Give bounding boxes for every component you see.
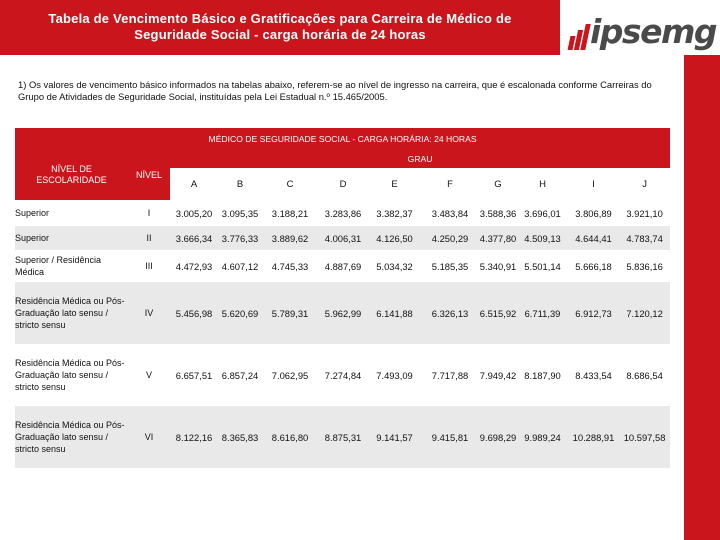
table-row <box>15 200 670 226</box>
cell-escolaridade: Superior <box>15 200 128 226</box>
cell-value-h: 9.989,24 <box>517 406 568 468</box>
cell-value-i: 10.288,91 <box>568 406 619 468</box>
cell-value-f: 7.717,88 <box>421 344 479 406</box>
grade-header-d: D <box>318 168 368 200</box>
table-row <box>15 282 670 344</box>
logo-text: ipsemg <box>590 12 716 51</box>
cell-value-b: 6.857,24 <box>218 344 262 406</box>
grade-header-g: G <box>479 168 517 200</box>
table-row <box>15 406 670 468</box>
cell-value-h: 4.509,13 <box>517 226 568 250</box>
table-row <box>15 226 670 250</box>
cell-nivel: III <box>128 250 170 282</box>
cell-value-b: 3.095,35 <box>218 200 262 226</box>
page-title-line-2: Seguridade Social - carga horária de 24 horas <box>134 27 426 42</box>
header-band <box>0 0 560 55</box>
right-decorative-stripe <box>684 55 720 540</box>
column-header-grau: GRAU <box>170 150 670 168</box>
cell-value-a: 8.122,16 <box>170 406 218 468</box>
cell-value-f: 5.185,35 <box>421 250 479 282</box>
cell-value-h: 3.696,01 <box>517 200 568 226</box>
cell-value-b: 4.607,12 <box>218 250 262 282</box>
cell-nivel: VI <box>128 406 170 468</box>
cell-value-f: 6.326,13 <box>421 282 479 344</box>
cell-value-f: 9.415,81 <box>421 406 479 468</box>
cell-value-e: 7.493,09 <box>368 344 421 406</box>
cell-value-b: 5.620,69 <box>218 282 262 344</box>
cell-value-e: 5.034,32 <box>368 250 421 282</box>
cell-value-h: 8.187,90 <box>517 344 568 406</box>
page-title-line-1: Tabela de Vencimento Básico e Gratificações para Carreira de Médico de <box>48 11 512 26</box>
cell-value-a: 3.666,34 <box>170 226 218 250</box>
cell-value-c: 3.889,62 <box>262 226 318 250</box>
cell-value-c: 8.616,80 <box>262 406 318 468</box>
cell-escolaridade: Residência Médica ou Pós-Graduação lato sensu / stricto sensu <box>15 406 128 468</box>
logo-bars-icon <box>568 22 590 50</box>
table-title: MÉDICO DE SEGURIDADE SOCIAL - CARGA HORÁRIA: 24 HORAS <box>15 128 670 150</box>
grade-header-b: B <box>218 168 262 200</box>
cell-value-d: 4.006,31 <box>318 226 368 250</box>
cell-value-d: 4.887,69 <box>318 250 368 282</box>
cell-value-e: 4.126,50 <box>368 226 421 250</box>
grade-header-j: J <box>619 168 670 200</box>
cell-value-j: 3.921,10 <box>619 200 670 226</box>
cell-value-a: 5.456,98 <box>170 282 218 344</box>
grade-header-c: C <box>262 168 318 200</box>
table-row <box>15 344 670 406</box>
cell-escolaridade: Superior <box>15 226 128 250</box>
grade-header-h: H <box>517 168 568 200</box>
cell-value-g: 7.949,42 <box>479 344 517 406</box>
cell-value-j: 10.597,58 <box>619 406 670 468</box>
cell-value-i: 4.644,41 <box>568 226 619 250</box>
cell-escolaridade: Residência Médica ou Pós-Graduação lato sensu / stricto sensu <box>15 282 128 344</box>
cell-value-j: 7.120,12 <box>619 282 670 344</box>
grade-header-a: A <box>170 168 218 200</box>
cell-value-c: 3.188,21 <box>262 200 318 226</box>
grade-header-f: F <box>421 168 479 200</box>
cell-value-g: 4.377,80 <box>479 226 517 250</box>
cell-value-a: 4.472,93 <box>170 250 218 282</box>
cell-value-f: 3.483,84 <box>421 200 479 226</box>
cell-value-g: 5.340,91 <box>479 250 517 282</box>
table-row <box>15 250 670 282</box>
column-header-escolaridade: NÍVEL DE ESCOLARIDADE <box>15 150 128 200</box>
cell-value-f: 4.250,29 <box>421 226 479 250</box>
cell-nivel: IV <box>128 282 170 344</box>
cell-value-a: 6.657,51 <box>170 344 218 406</box>
grade-header-i: I <box>568 168 619 200</box>
salary-table <box>15 128 670 468</box>
table-body <box>15 200 670 468</box>
cell-value-i: 3.806,89 <box>568 200 619 226</box>
cell-value-d: 5.962,99 <box>318 282 368 344</box>
cell-value-i: 5.666,18 <box>568 250 619 282</box>
cell-value-d: 3.283,86 <box>318 200 368 226</box>
cell-value-i: 6.912,73 <box>568 282 619 344</box>
cell-nivel: V <box>128 344 170 406</box>
cell-value-g: 9.698,29 <box>479 406 517 468</box>
ipsemg-logo <box>568 12 716 52</box>
column-header-nivel: NÍVEL <box>128 150 170 200</box>
cell-value-c: 5.789,31 <box>262 282 318 344</box>
cell-value-j: 8.686,54 <box>619 344 670 406</box>
page-title <box>0 11 560 43</box>
cell-value-h: 6.711,39 <box>517 282 568 344</box>
cell-value-b: 8.365,83 <box>218 406 262 468</box>
cell-value-g: 3.588,36 <box>479 200 517 226</box>
cell-value-a: 3.005,20 <box>170 200 218 226</box>
cell-nivel: I <box>128 200 170 226</box>
cell-value-g: 6.515,92 <box>479 282 517 344</box>
cell-value-e: 3.382,37 <box>368 200 421 226</box>
cell-value-e: 6.141,88 <box>368 282 421 344</box>
cell-value-j: 4.783,74 <box>619 226 670 250</box>
cell-value-d: 8.875,31 <box>318 406 368 468</box>
cell-value-d: 7.274,84 <box>318 344 368 406</box>
cell-escolaridade: Residência Médica ou Pós-Graduação lato sensu / stricto sensu <box>15 344 128 406</box>
note-paragraph: 1) Os valores de vencimento básico informados na tabelas abaixo, referem-se ao nível de ingresso na carreira, que é escalonada conforme Carreiras do Grupo de Atividades de Seguridade Social, instituídas pela Lei Estadual n.º 15.465/2005. <box>18 79 652 102</box>
cell-value-b: 3.776,33 <box>218 226 262 250</box>
cell-value-i: 8.433,54 <box>568 344 619 406</box>
cell-escolaridade: Superior / Residência Médica <box>15 250 128 282</box>
cell-value-j: 5.836,16 <box>619 250 670 282</box>
grade-header-e: E <box>368 168 421 200</box>
cell-value-c: 4.745,33 <box>262 250 318 282</box>
cell-value-h: 5.501,14 <box>517 250 568 282</box>
cell-nivel: II <box>128 226 170 250</box>
cell-value-c: 7.062,95 <box>262 344 318 406</box>
cell-value-e: 9.141,57 <box>368 406 421 468</box>
